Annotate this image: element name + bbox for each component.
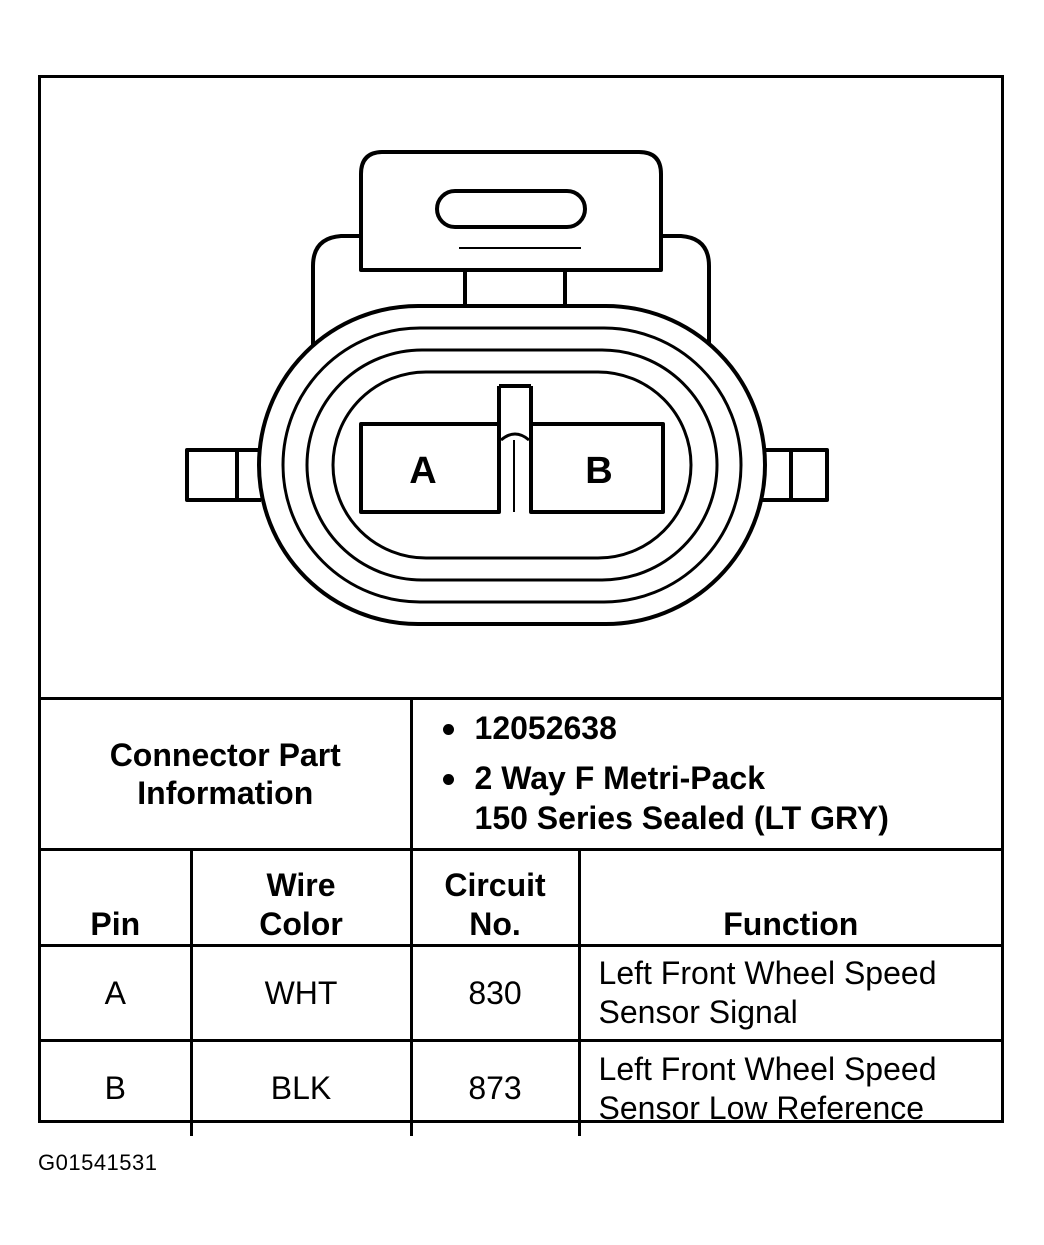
right-ear: [761, 450, 827, 500]
part-info-label-cell: [41, 699, 411, 850]
part-description-line2: 150 Series Sealed (LT GRY): [474, 800, 889, 836]
table-row: [41, 946, 1001, 1041]
outer-shell: [259, 306, 765, 624]
left-ear: [187, 450, 261, 500]
table-header-row: [41, 850, 1001, 946]
row-b-function: Left Front Wheel Speed Sensor Low Reference: [579, 1041, 1001, 1136]
part-info-label-line2: Information: [137, 775, 314, 811]
part-description-item: [475, 758, 1002, 838]
part-number-item: [475, 708, 1002, 748]
figure-id: G01541531: [38, 1150, 158, 1175]
part-description-line1: 2 Way F Metri-Pack: [474, 760, 765, 796]
part-number: 12052638: [474, 710, 617, 746]
pinout-table: [41, 697, 1001, 1136]
part-info-list: [413, 708, 1002, 838]
row-a-pin: A: [41, 946, 191, 1041]
connector-drawing: [41, 78, 1001, 698]
pin-b-label: B: [585, 450, 613, 492]
header-wire-color: Wire Color: [191, 850, 411, 946]
row-b-pin: B: [41, 1041, 191, 1136]
row-a-circuit: 830: [411, 946, 579, 1041]
row-a-function: Left Front Wheel Speed Sensor Signal: [579, 946, 1001, 1041]
pin-a-label: A: [409, 450, 437, 492]
header-circuit: Circuit No.: [411, 850, 579, 946]
row-b-wire-color: BLK: [191, 1041, 411, 1136]
row-b-circuit: 873: [411, 1041, 579, 1136]
part-info-label-line1: Connector Part: [109, 737, 341, 773]
header-function: Function: [579, 850, 1001, 946]
header-pin: Pin: [41, 850, 191, 946]
part-info-details-cell: [411, 699, 1001, 850]
diagram-frame: [38, 75, 1004, 1126]
table-row: [41, 1041, 1001, 1136]
top-tab: [361, 152, 661, 270]
row-a-wire-color: WHT: [191, 946, 411, 1041]
part-info-row: [41, 699, 1001, 850]
connector-face-illustration: [41, 78, 1001, 698]
